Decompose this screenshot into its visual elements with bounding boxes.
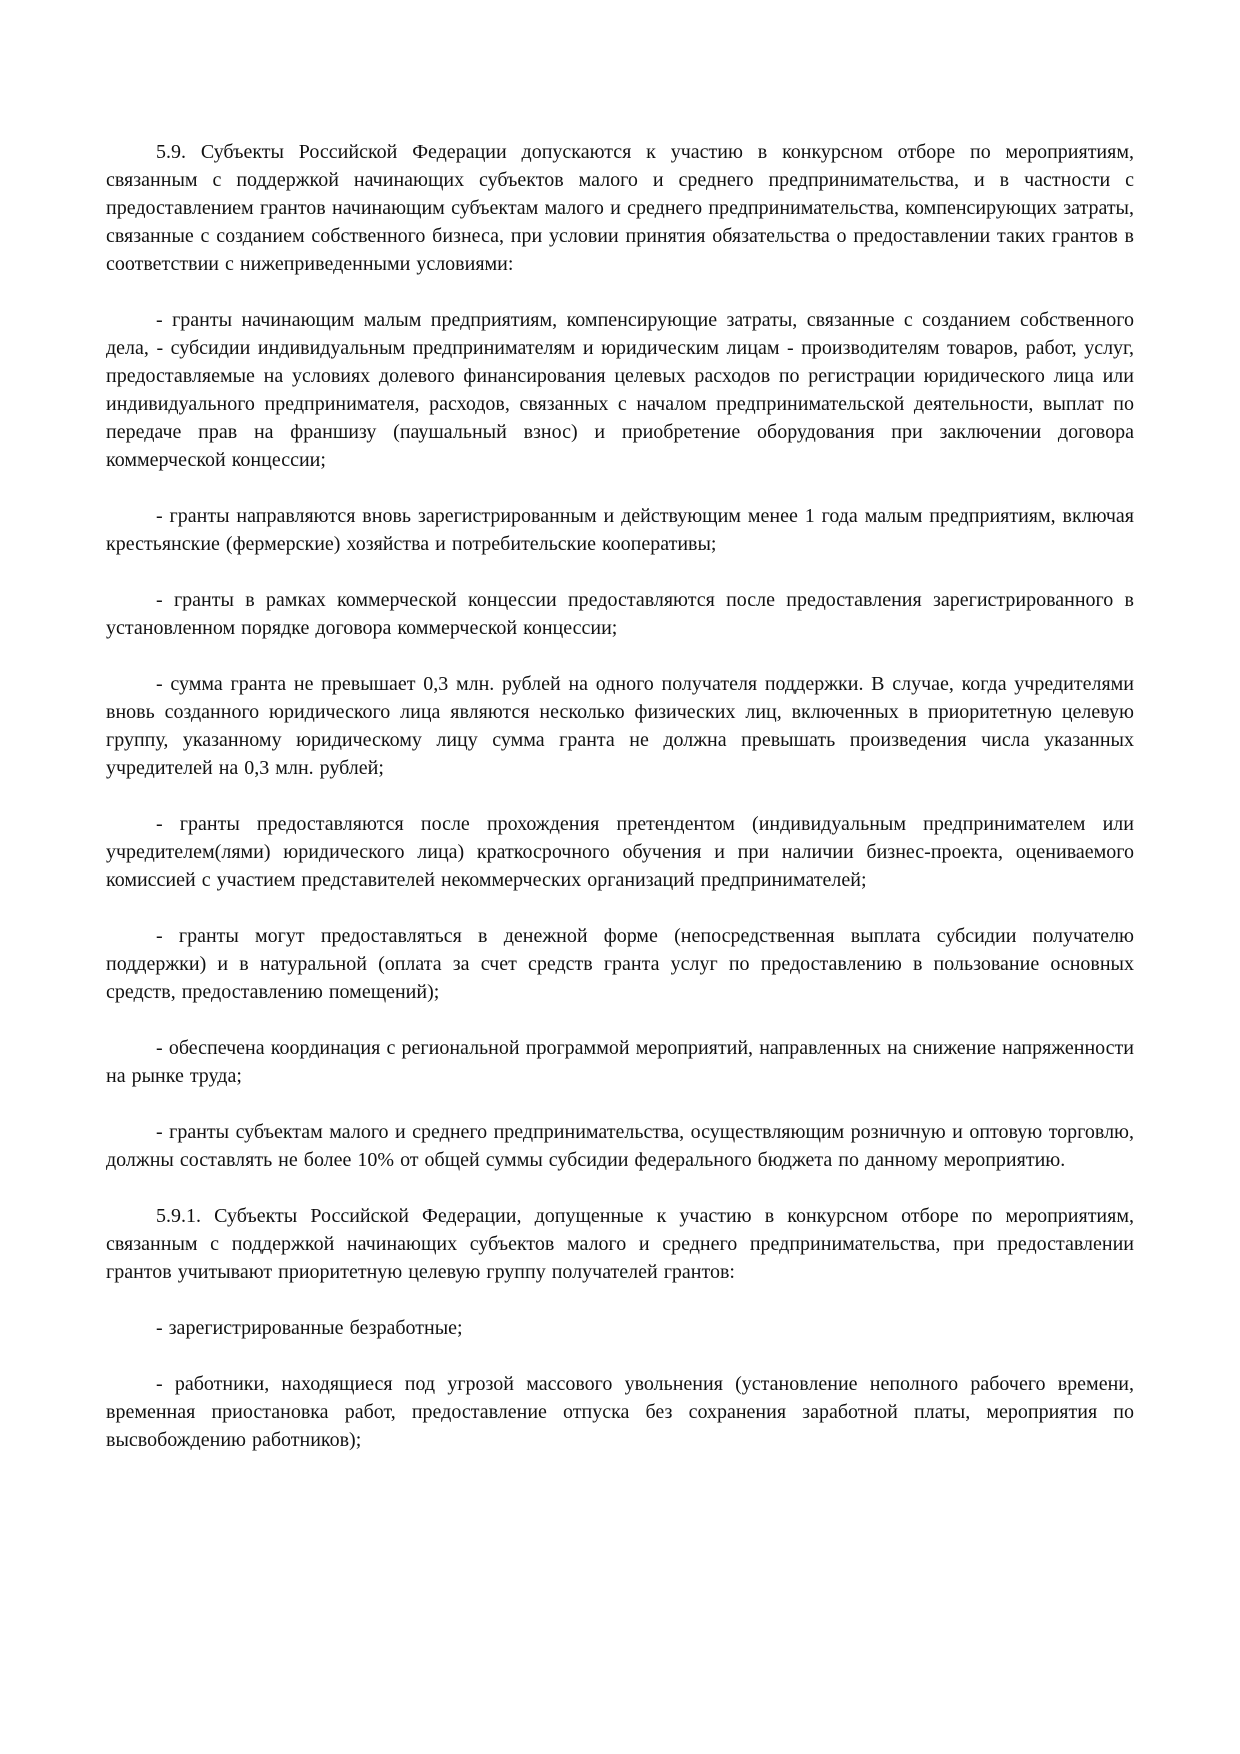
paragraph-bullet-workers-at-risk: - работники, находящиеся под угрозой массового увольнения (установление неполного рабочего времени, временная приостановка работ, предоставление отпуска без сохранения заработной платы, мероприятия по высвобождению работников); bbox=[106, 1373, 1134, 1451]
paragraph-bullet-registered-unemployed: - зарегистрированные безработные; bbox=[156, 1317, 463, 1339]
paragraph-clause-5-9-1: 5.9.1. Субъекты Российской Федерации, допущенные к участию в конкурсном отборе по мероприятиям, связанным с поддержкой начинающих субъектов малого и среднего предпринимательства, при предоставлении грантов учитывают приоритетную целевую группу получателей грантов: bbox=[106, 1205, 1134, 1283]
paragraph-clause-5-9: 5.9. Субъекты Российской Федерации допускаются к участию в конкурсном отборе по мероприятиям, связанным с поддержкой начинающих субъектов малого и среднего предпринимательства, и в частности с предоставлением грантов начинающим субъектам малого и среднего предпринимательства, компенсирующих затраты, связанные с созданием собственного бизнеса, при условии принятия обязательства о предоставлении таких грантов в соответствии с нижеприведенными условиями: bbox=[106, 141, 1134, 275]
paragraph-bullet-trade-limit: - гранты субъектам малого и среднего предпринимательства, осуществляющим розничную и оптовую торговлю, должны составлять не более 10% от общей суммы субсидии федерального бюджета по данному мероприятию. bbox=[106, 1121, 1134, 1171]
paragraph-bullet-grants-concession: - гранты в рамках коммерческой концессии предоставляются после предоставления зарегистрированного в установленном порядке договора коммерческой концессии; bbox=[106, 589, 1134, 639]
paragraph-bullet-grants-startups: - гранты начинающим малым предприятиям, компенсирующие затраты, связанные с созданием собственного дела, - субсидии индивидуальным предпринимателям и юридическим лицам - производителям товаров, работ, услуг, предоставляемые на условиях долевого финансирования целевых расходов по регистрации юридического лица или индивидуального предпринимателя, расходов, связанных с началом предпринимательской деятельности, выплат по передаче прав на франшизу (паушальный взнос) и приобретение оборудования при заключении договора коммерческой концессии; bbox=[106, 309, 1134, 471]
paragraph-bullet-grants-form: - гранты могут предоставляться в денежной форме (непосредственная выплата субсидии получателю поддержки) и в натуральной (оплата за счет средств гранта услуг по предоставлению в пользование основных средств, предоставлению помещений); bbox=[106, 925, 1134, 1003]
document-content bbox=[106, 138, 1134, 1454]
paragraph-bullet-grant-amount: - сумма гранта не превышает 0,3 млн. рублей на одного получателя поддержки. В случае, когда учредителями вновь созданного юридического лица являются несколько физических лиц, включенных в приоритетную целевую группу, указанному юридическому лицу сумма гранта не должна превышать произведения числа указанных учредителей на 0,3 млн. рублей; bbox=[106, 673, 1134, 779]
paragraph-bullet-grants-new-enterprises: - гранты направляются вновь зарегистрированным и действующим менее 1 года малым предприятиям, включая крестьянские (фермерские) хозяйства и потребительские кооперативы; bbox=[106, 505, 1134, 555]
paragraph-bullet-coordination: - обеспечена координация с региональной программой мероприятий, направленных на снижение напряженности на рынке труда; bbox=[106, 1037, 1134, 1087]
paragraph-bullet-grants-training: - гранты предоставляются после прохождения претендентом (индивидуальным предпринимателем или учредителем(лями) юридического лица) краткосрочного обучения и при наличии бизнес-проекта, оцениваемого комиссией с участием представителей некоммерческих организаций предпринимателей; bbox=[106, 813, 1134, 891]
